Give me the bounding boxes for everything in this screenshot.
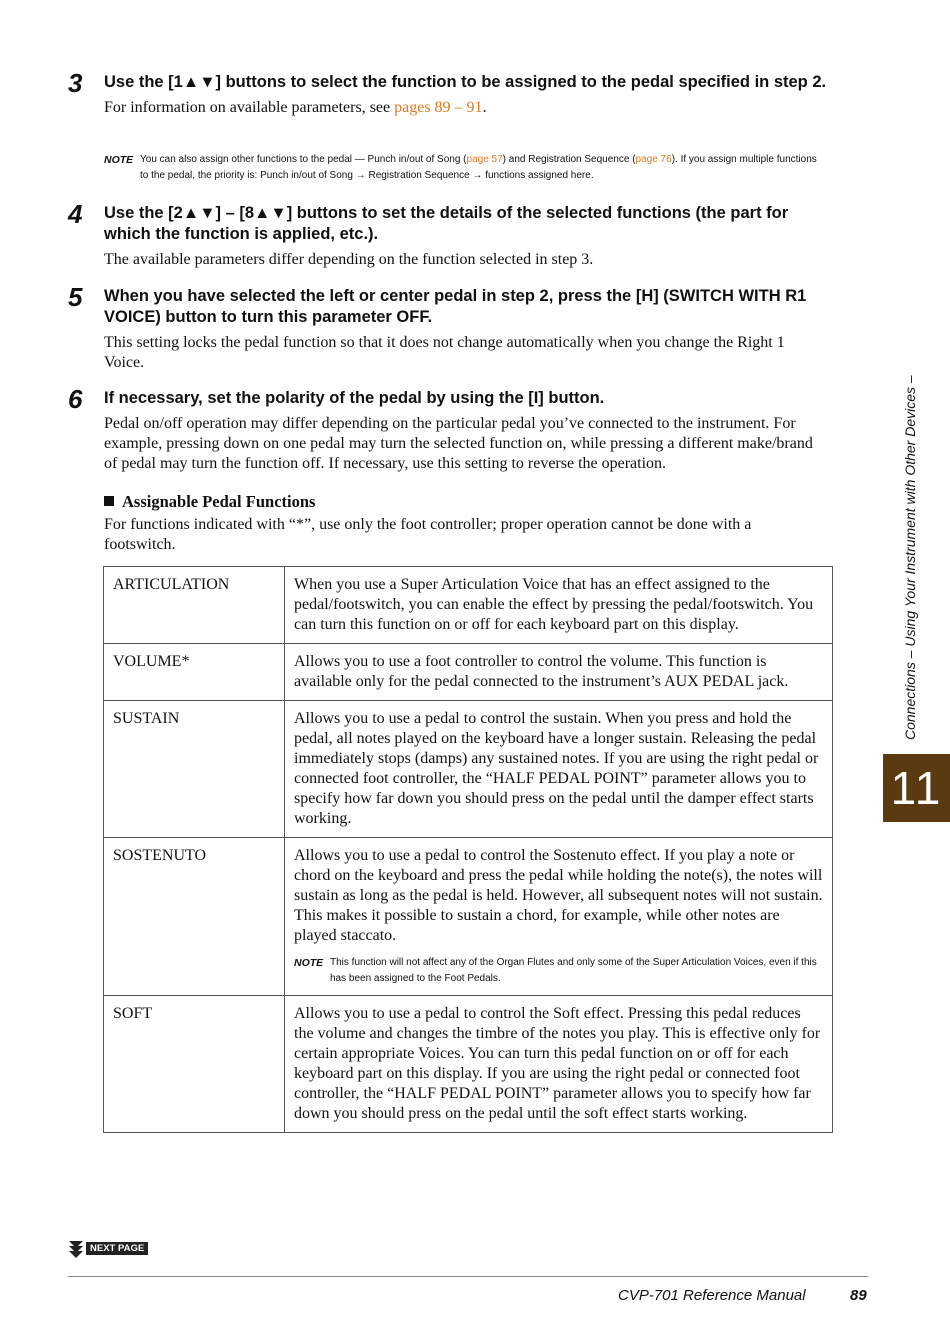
page-57-link[interactable]: page 57 <box>466 154 503 165</box>
function-name: VOLUME* <box>104 644 285 701</box>
footer-divider <box>68 1276 868 1277</box>
function-description: Allows you to use a pedal to control the Soft effect. Pressing this pedal reduces the volume and changes the timbre of the notes you play. This is effective only for certain appropriate Voices. You can turn this pedal function on or off for each keyboard part on this display. If you are using the right pedal or connected foot controller, the “HALF PEDAL POINT” parameter allows you to specify how far down you should press on the pedal until the soft effect starts working. <box>285 996 833 1133</box>
step-4 <box>68 199 828 270</box>
page-76-link[interactable]: page 76 <box>635 154 672 165</box>
note-tag: NOTE <box>104 154 134 166</box>
note-text-part: ) and Registration Sequence ( <box>502 154 636 165</box>
chapter-tab: 11 <box>883 754 950 822</box>
square-bullet-icon <box>104 496 114 506</box>
note-text-part: You can also assign other functions to the pedal — Punch in/out of Song ( <box>140 154 467 165</box>
page-number: 89 <box>850 1287 867 1304</box>
note-block <box>104 152 824 184</box>
step-heading: When you have selected the left or center pedal in step 2, press the [H] (SWITCH WITH R1 VOICE) button to turn this parameter OFF. <box>104 287 807 326</box>
table-row <box>104 701 833 838</box>
section-heading <box>104 492 315 512</box>
step-heading: Use the [2▲▼] – [8▲▼] buttons to set the details of the selected functions (the part for which the function is applied, etc.). <box>104 204 789 243</box>
table-note <box>294 955 823 987</box>
section-intro: For functions indicated with “*”, use only the foot controller; proper operation cannot be done with a footswitch. <box>104 516 752 553</box>
step-number: 3 <box>68 68 83 98</box>
step-body <box>104 98 828 118</box>
step-body: This setting locks the pedal function so that it does not change automatically when you change the Right 1 Voice. <box>104 334 785 371</box>
note-tag: NOTE <box>294 957 324 969</box>
function-description: Allows you to use a pedal to control the Sostenuto effect. If you play a note or chord on the keyboard and press the pedal while holding the note(s), the notes will sustain as long as the pedal is held. However, all subsequent notes will not sustain. This makes it possible to sustain a chord, for example, while other notes are played staccato. <box>294 847 823 944</box>
step-heading: If necessary, set the polarity of the pedal by using the [I] button. <box>104 389 605 407</box>
function-description: Allows you to use a pedal to control the sustain. When you press and hold the pedal, all notes played on the keyboard have a longer sustain. Releasing the pedal immediately stops (damps) any sustained notes. If you are using the right pedal or connected foot controller, the “HALF PEDAL POINT” parameter allows you to specify how far down you should press on the pedal until the damper effect starts working. <box>285 701 833 838</box>
step-heading: Use the [1▲▼] buttons to select the function to be assigned to the pedal specified in step 2. <box>104 73 827 91</box>
note-text <box>140 152 824 184</box>
pedal-functions-table <box>103 566 833 1133</box>
step-number: 4 <box>68 199 83 229</box>
function-name: SUSTAIN <box>104 701 285 838</box>
chapter-side-label: Connections – Using Your Instrument with Other Devices – <box>902 375 918 740</box>
function-name: ARTICULATION <box>104 567 285 644</box>
step-body: The available parameters differ depending on the function selected in step 3. <box>104 251 594 268</box>
function-description: When you use a Super Articulation Voice that has an effect assigned to the pedal/footswitch, you can enable the effect by pressing the pedal/footswitch. You can turn this function on or off for each keyboard part on this display. <box>285 567 833 644</box>
table-row <box>104 996 833 1133</box>
note-text: This function will not affect any of the Organ Flutes and only some of the Super Articulation Voices, even if this has been assigned to the Foot Pedals. <box>330 957 817 984</box>
double-chevron-down-icon <box>68 1240 84 1258</box>
step-body: Pedal on/off operation may differ depending on the particular pedal you’ve connected to the instrument. For example, pressing down on one pedal may turn the selected function on, while pressing a different make/brand of pedal may turn the function off. If necessary, use this setting to reverse the operation. <box>104 415 813 472</box>
step-body-text: For information on available parameters, see <box>104 99 395 116</box>
step-body-suffix: . <box>482 99 487 116</box>
section-title: Assignable Pedal Functions <box>122 492 316 511</box>
step-number: 5 <box>68 282 83 312</box>
function-description-cell <box>285 838 833 996</box>
pages-link[interactable]: pages 89 – 91 <box>394 99 483 116</box>
step-number: 6 <box>68 384 83 414</box>
step-6 <box>68 384 828 474</box>
table-row <box>104 567 833 644</box>
table-row <box>104 838 833 996</box>
step-5 <box>68 282 828 373</box>
manual-title: CVP-701 Reference Manual <box>618 1287 806 1304</box>
next-page-label: NEXT PAGE <box>86 1242 148 1255</box>
step-3 <box>68 68 828 118</box>
function-name: SOSTENUTO <box>104 838 285 996</box>
table-row <box>104 644 833 701</box>
note-text-part: ). If you assign multiple functions to the pedal, the priority is: Punch in/out of Song → Registration Sequence → functions assigned here. <box>140 154 817 181</box>
function-name: SOFT <box>104 996 285 1133</box>
function-description: Allows you to use a foot controller to control the volume. This function is available only for the pedal connected to the instrument’s AUX PEDAL jack. <box>285 644 833 701</box>
